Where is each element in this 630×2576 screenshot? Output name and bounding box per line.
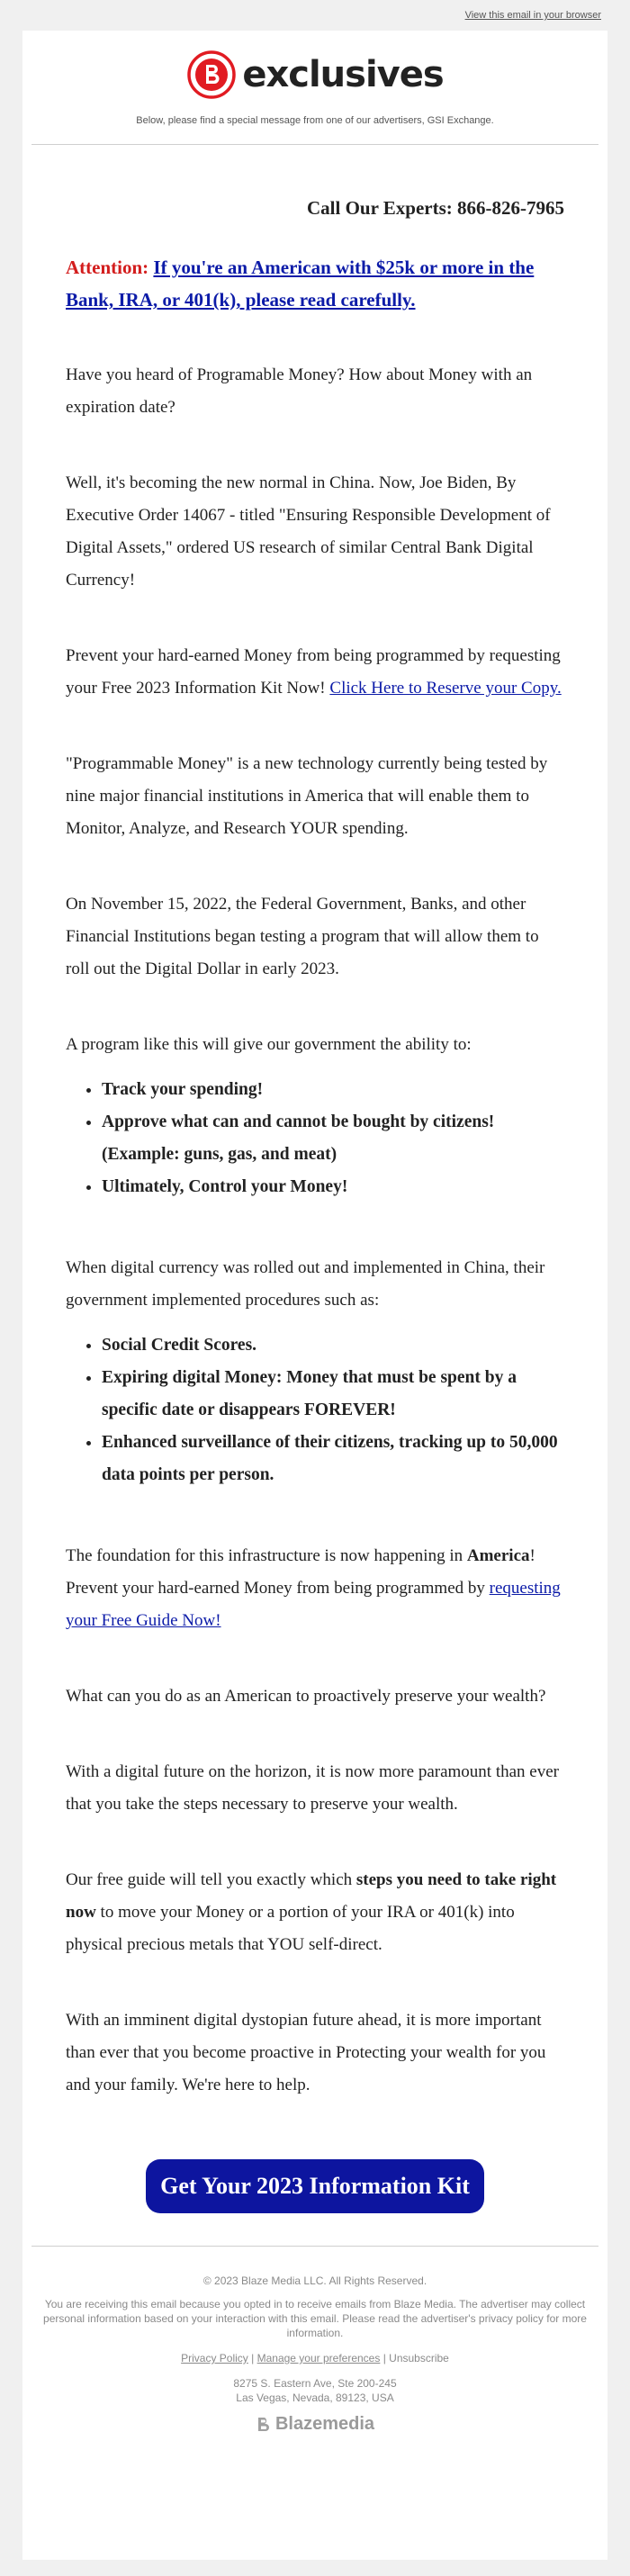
footer-links: Privacy Policy | Manage your preferences | Unsubscribe xyxy=(181,2352,449,2364)
paragraph-new-technology: "Programmable Money" is a new technology currently being tested by nine major financial institutions in America that will enable them to Monitor, Analyze, and Research YOUR spending. xyxy=(66,754,548,838)
paragraph-programmable-money: Have you heard of Programable Money? How about Money with an expiration date? xyxy=(66,365,533,417)
get-information-kit-button[interactable]: Get Your 2023 Information Kit xyxy=(146,2159,484,2213)
unsubscribe-link[interactable]: Unsubscribe xyxy=(389,2352,449,2364)
paragraph-what-can-you-do: What can you do as an American to proactively preserve your wealth? xyxy=(66,1687,546,1706)
list-item: • Track your spending! xyxy=(102,1074,564,1106)
view-in-browser-link[interactable]: View this email in your browser xyxy=(464,10,601,21)
paragraph-china-procedures: When digital currency was rolled out and implemented in China, their government implemented procedures such as: xyxy=(66,1258,545,1310)
privacy-policy-link[interactable]: Privacy Policy xyxy=(181,2352,248,2364)
attention-link[interactable]: If you're an American with $25k or more in the Bank, IRA, or 401(k), please read carefully. xyxy=(66,257,535,311)
paragraph-foundation: The foundation for this infrastructure is now happening in America! Prevent your hard-earned Money from being programmed by requesting your Free Guide Now! xyxy=(66,1546,561,1630)
top-bar xyxy=(0,0,630,31)
attention-heading xyxy=(66,251,564,316)
message-body xyxy=(22,192,608,2213)
blaze-media-brand[interactable] xyxy=(40,2416,590,2432)
reserve-copy-link[interactable]: Click Here to Reserve your Copy. xyxy=(329,679,562,698)
advertiser-note: Below, please find a special message from one of our advertisers, GSI Exchange. xyxy=(136,115,494,126)
list-item: • Enhanced surveillance of their citizens, tracking up to 50,000 data points per person. xyxy=(102,1427,564,1491)
list-item: • Social Credit Scores. xyxy=(102,1329,564,1362)
opt-in-notice: You are receiving this email because you opted in to receive emails from Blaze Media. The advertiser may collect personal information based on your interaction with this email. Please read the advertiser's privacy policy for more information. xyxy=(43,2298,587,2339)
brand-text: Blazemedia xyxy=(274,2414,375,2434)
footer-divider xyxy=(32,2246,598,2247)
paragraph-free-guide: Our free guide will tell you exactly which steps you need to take right now to move your Money or a portion of your IRA or 401(k) into physical precious metals that YOU self-direct. xyxy=(66,1870,557,1954)
paragraph-digital-future: With a digital future on the horizon, it is now more paramount than ever that you take the steps necessary to preserve your wealth. xyxy=(66,1762,559,1814)
call-experts-line: Call Our Experts: 866-826-7965 xyxy=(306,197,564,219)
manage-preferences-link[interactable]: Manage your preferences xyxy=(256,2352,381,2364)
paragraph-dystopian-future: With an imminent digital dystopian future ahead, it is more important than ever that you become proactive in Protecting your wealth for you and your family. We're here to help. xyxy=(66,2011,546,2094)
paragraph-ability-intro: A program like this will give our government the ability to: xyxy=(66,1035,472,1054)
attention-label: Attention: xyxy=(66,257,149,278)
blaze-media-logo-icon xyxy=(256,2416,272,2432)
mailing-address: 8275 S. Eastern Ave, Ste 200-245 Las Vegas, Nevada, 89123, USA xyxy=(233,2377,397,2404)
list-item: • Ultimately, Control your Money! xyxy=(102,1171,564,1203)
free-guide-link[interactable]: requesting your Free Guide Now! xyxy=(66,1579,561,1630)
paragraph-testing-program: On November 15, 2022, the Federal Government, Banks, and other Financial Institutions began testing a program that will allow them to roll out the Digital Dollar in early 2023. xyxy=(66,895,539,978)
ability-list xyxy=(66,1074,564,1203)
list-item: • Expiring digital Money: Money that must be spent by a specific date or disappears FOREVER! xyxy=(102,1362,564,1427)
list-item: • Approve what can and cannot be bought by citizens! (Example: guns, gas, and meat) xyxy=(102,1106,564,1171)
procedures-list xyxy=(66,1329,564,1491)
email-card xyxy=(22,31,608,2560)
footer xyxy=(22,2274,608,2432)
paragraph-prevent: Prevent your hard-earned Money from being programmed by requesting your Free 2023 Information Kit Now! Click Here to Reserve your Copy. xyxy=(66,646,562,698)
copyright: © 2023 Blaze Media LLC. All Rights Reserved. xyxy=(202,2274,428,2287)
paragraph-executive-order: Well, it's becoming the new normal in China. Now, Joe Biden, By Executive Order 14067 - titled "Ensuring Responsible Development of Digital Assets," ordered US research of similar Central Bank Digital Currency! xyxy=(66,473,551,590)
header-divider xyxy=(32,144,598,145)
logo[interactable] xyxy=(22,47,608,103)
logo-text: exclusives xyxy=(242,54,444,95)
blaze-logo-icon xyxy=(186,50,237,100)
cta-container xyxy=(66,2159,564,2213)
